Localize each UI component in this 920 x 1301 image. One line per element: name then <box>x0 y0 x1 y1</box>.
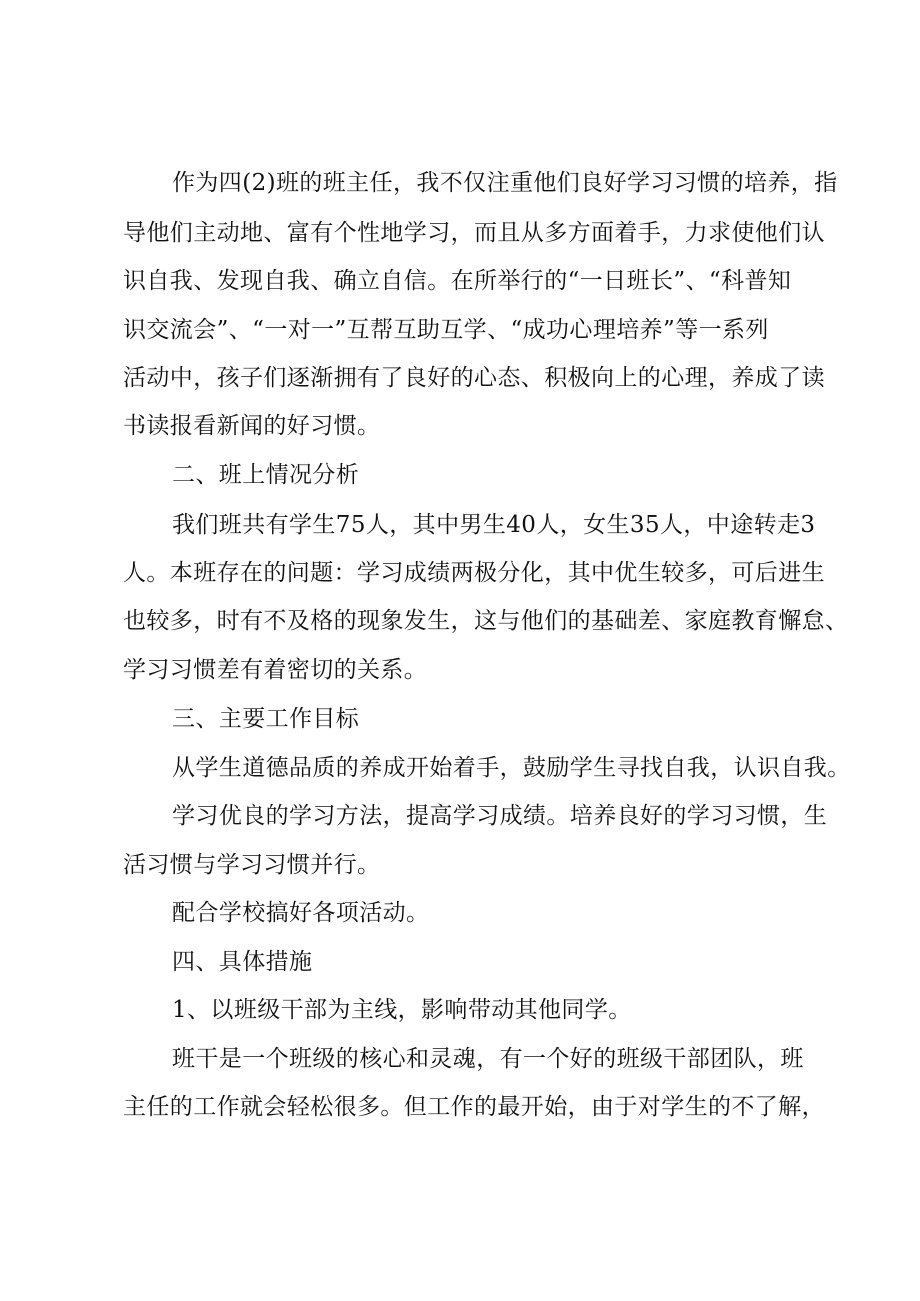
text-line: 1、以班级干部为主线，影响带动其他同学。 <box>172 997 632 1023</box>
text-line: 主任的工作就会轻松很多。但工作的最开始，由于对学生的不了解， <box>123 1094 825 1120</box>
text-line: 导他们主动地、富有个性地学习，而且从多方面着手，力求使他们认 <box>123 220 825 246</box>
text-line: 也较多，时有不及格的现象发生，这与他们的基础差、家庭教育懈怠、 <box>123 608 849 634</box>
text-line: 学习习惯差有着密切的关系。 <box>123 657 428 683</box>
text-line: 学习优良的学习方法，提高学习成绩。培养良好的学习习惯，生 <box>172 803 828 829</box>
text-line: 班干是一个班级的核心和灵魂，有一个好的班级干部团队，班 <box>172 1046 804 1072</box>
text-line: 书读报看新闻的好习惯。 <box>123 413 381 439</box>
text-line: 作为四(2)班的班主任，我不仅注重他们良好学习习惯的培养，指 <box>172 170 838 196</box>
text-line: 从学生道德品质的养成开始着手，鼓励学生寻找自我，认识自我。 <box>172 755 851 781</box>
text-line: 我们班共有学生75人，其中男生40人，女生35人，中途转走3 <box>172 512 816 538</box>
text-line: 识自我、发现自我、确立自信。在所举行的“一日班长”、“科普知 <box>123 268 792 294</box>
text-line: 活动中，孩子们逐渐拥有了良好的心态、积极向上的心理，养成了读 <box>123 365 825 391</box>
section-heading: 三、主要工作目标 <box>172 706 360 732</box>
text-line: 识交流会”、“一对一”互帮互助互学、“成功心理培养”等一系列 <box>123 317 769 343</box>
text-line: 人。本班存在的问题：学习成绩两极分化，其中优生较多，可后进生 <box>123 560 825 586</box>
text-line: 活习惯与学习习惯并行。 <box>123 852 381 878</box>
text-line: 配合学校搞好各项活动。 <box>172 900 430 926</box>
section-heading: 四、具体措施 <box>172 949 313 975</box>
section-heading: 二、班上情况分析 <box>172 462 360 488</box>
